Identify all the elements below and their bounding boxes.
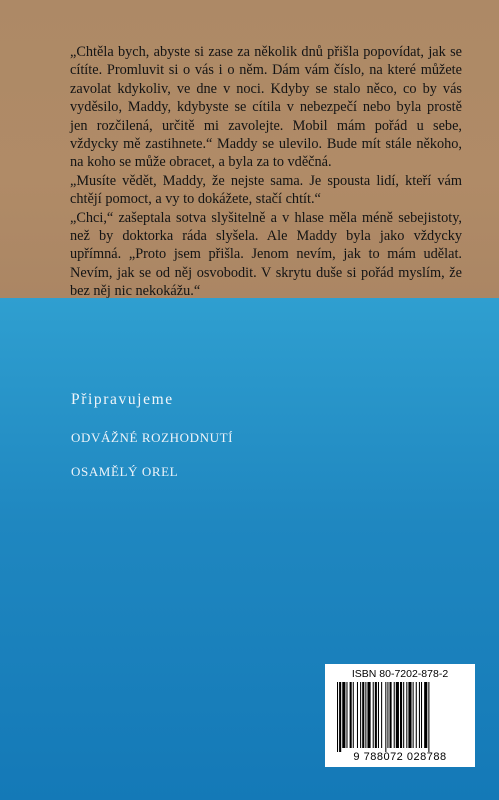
excerpt-paragraph: „Musíte vědět, Maddy, že nejste sama. Je spousta lidí, kteří vám chtějí pomoct, a vy to dokážete, stačí chtít.“ bbox=[70, 172, 462, 208]
excerpt-paragraph: „Chci,“ zašeptala sotva slyšitelně a v hlase měla méně sebejistoty, než by doktorka ráda slyšela. Ale Maddy byla jako vždycky upřímná. „Proto jsem přišla. Jenom nevím, jak to mám udělat. Nevím, jak se od něj osvobodit. V skrytu duše si pořád myslím, že bez něj nic nekokážu.“ bbox=[70, 209, 462, 300]
barcode-bar bbox=[373, 682, 374, 748]
barcode-bar bbox=[394, 682, 395, 748]
barcode-bar bbox=[385, 682, 386, 752]
barcode-bar bbox=[360, 682, 361, 748]
barcode-bar bbox=[408, 682, 411, 748]
upcoming-title: ODVÁŽNÉ ROZHODNUTÍ bbox=[71, 430, 234, 445]
barcode-bar bbox=[400, 682, 402, 748]
barcode-bar bbox=[339, 682, 341, 752]
barcode-bar bbox=[413, 682, 414, 748]
barcode-bar bbox=[428, 682, 429, 752]
barcode-bar bbox=[342, 682, 345, 748]
barcode-bar bbox=[381, 682, 382, 748]
upcoming-heading: Připravujeme bbox=[71, 391, 174, 408]
barcode-bars bbox=[335, 682, 465, 754]
barcode-bar bbox=[403, 682, 404, 748]
barcode-bar bbox=[353, 682, 354, 748]
barcode-bar bbox=[378, 682, 379, 748]
back-cover-excerpt bbox=[70, 43, 462, 301]
barcode-bar bbox=[416, 682, 417, 748]
barcode-bar bbox=[362, 682, 364, 748]
upcoming-title: OSAMĚLÝ OREL bbox=[71, 464, 179, 479]
barcode-bar bbox=[421, 682, 422, 748]
barcode-bar bbox=[365, 682, 366, 748]
barcode-bar bbox=[375, 682, 377, 748]
barcode-bar bbox=[357, 682, 358, 748]
barcode-bar bbox=[387, 682, 388, 748]
isbn-label: ISBN 80-7202-878-2 bbox=[351, 668, 449, 680]
barcode-bar bbox=[350, 682, 352, 748]
barcode-digits: 9 788072 028788 bbox=[353, 751, 447, 763]
barcode-bar bbox=[367, 682, 370, 748]
barcode-bar bbox=[346, 682, 347, 748]
barcode-bar bbox=[396, 682, 399, 748]
isbn-barcode bbox=[325, 664, 475, 767]
barcode-bar bbox=[419, 682, 420, 748]
barcode-bar bbox=[337, 682, 338, 752]
barcode-bar bbox=[390, 682, 392, 748]
barcode-bar bbox=[424, 682, 427, 748]
upcoming-titles-list bbox=[71, 428, 233, 496]
excerpt-paragraph: „Chtěla bych, abyste si zase za několik dnů přišla popovídat, jak se cítíte. Promluvit si o vás i o něm. Dám vám číslo, na které můžete zavolat kdykoliv, ve dne v noci. Kdyby se stalo něco, co by vás vyděsilo, Maddy, kdybyste se cítila v nebezpečí nebo byla prostě jen rozčilená, určitě mi zavolejte. Mobil mám pořád u sebe, vždycky mě zastihnete.“ Maddy se ulevilo. Bude mít stále někoho, na koho se může obracet, a byla za to vděčná. bbox=[70, 44, 462, 171]
barcode-bar bbox=[406, 682, 407, 748]
